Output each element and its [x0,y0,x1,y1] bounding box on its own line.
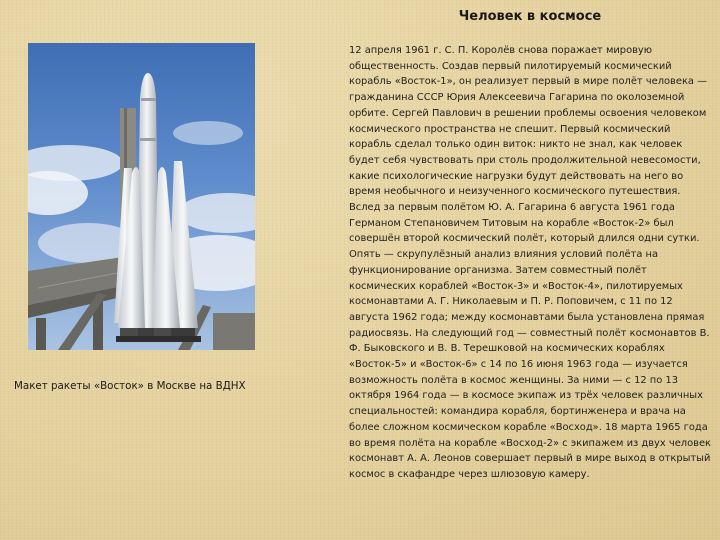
photo-caption: Макет ракеты «Восток» в Москве на ВДНХ [14,380,246,392]
body-text: 12 апреля 1961 г. С. П. Королёв снова поражает мировую общественность. Создав первый пилотируемый космический корабль «Восток-1», он реализует первый в мире полёт человека — гражданина СССР Юрия Алексеевича Гагарина по околоземной орбите. Сергей Павлович в решении проблемы освоения человеком космического пространства не спешит. Первый космический корабль сделал только один виток: никто не знал, как человек будет себя чувствовать при столь продолжительной невесомости, какие психологические нагрузки будут действовать на него во время необычного и неизученного космического путешествия. Вслед за первым полётом Ю. А. Гагарина 6 августа 1961 года Германом Степановичем Титовым на корабле «Восток-2» был совершён второй космический полёт, который длился одни сутки. Опять — скрупулёзный анализ влияния условий полёта на функционирование организма. Затем совместный полёт космических кораблей «Восток-3» и «Восток-4», пилотируемых космонавтами А. Г. Николаевым и П. Р. Поповичем, с 11 по 12 августа 1962 года; между космонавтами была установлена прямая радиосвязь. На следующий год — совместный полёт космонавтов В. Ф. Быковского и В. В. Терешковой на космических кораблях «Восток-5» и «Восток-6» с 14 по 16 июня 1963 года — изучается возможность полёта в космос женщины. За ними — с 12 по 13 октября 1964 года — в космосе экипаж из трёх человек различных специальностей: командира корабля, бортинженера и врача на более сложном космическом корабле «Восход». 18 марта 1965 года во время полёта на корабле «Восход-2» с экипажем из двух человек космонавт А. А. Леонов совершает первый в мире выход в открытый космос в скафандре через шлюзовую камеру. [349,45,711,480]
rocket-photo [28,43,255,350]
slide-title: Человек в космосе [458,9,602,24]
rocket-illustration [28,43,255,350]
